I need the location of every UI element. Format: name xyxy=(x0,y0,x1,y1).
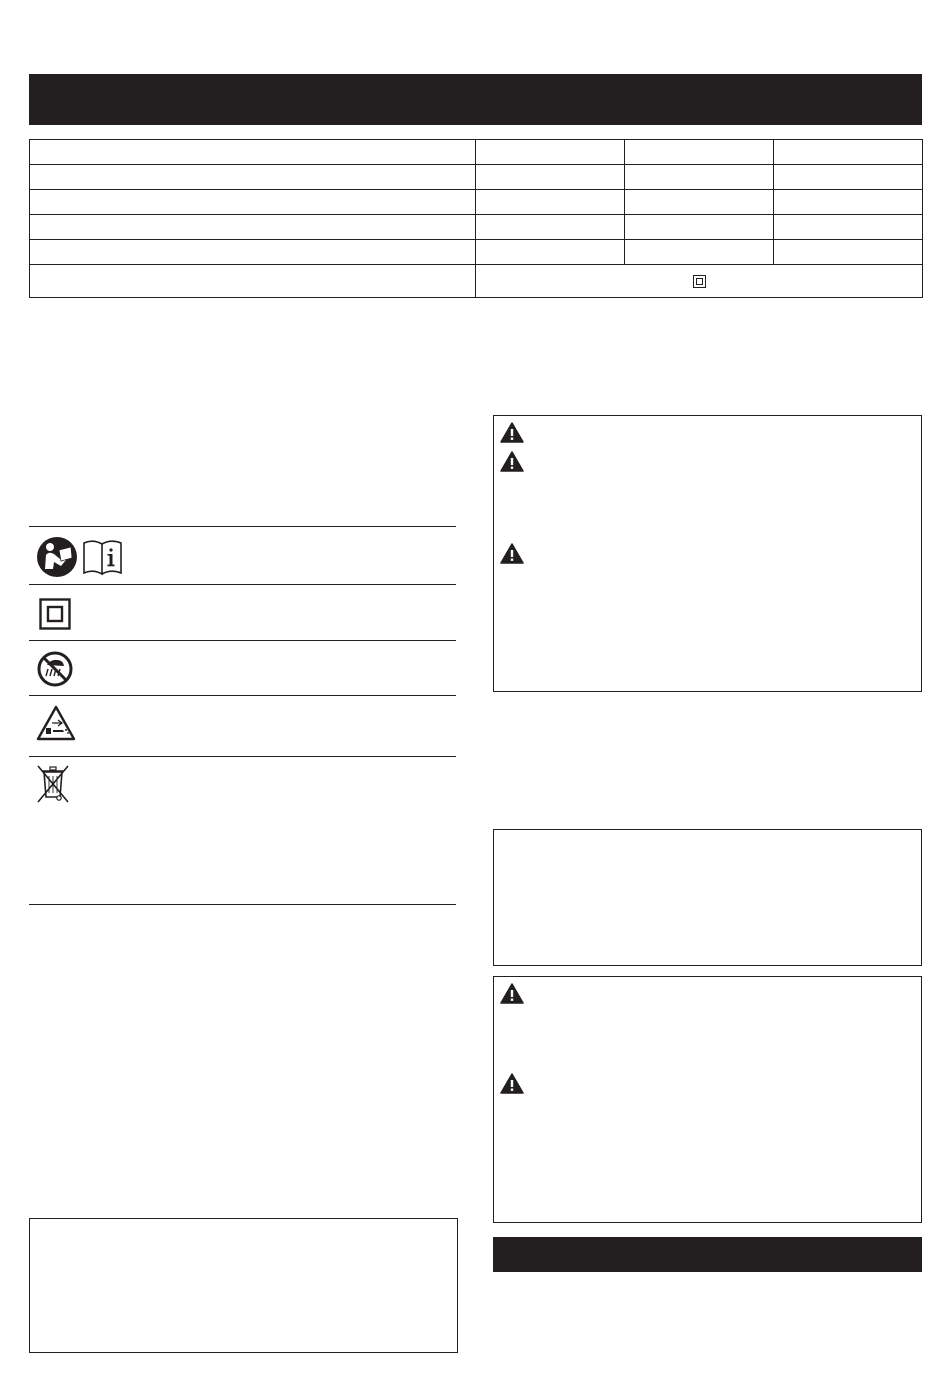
symbols-divider xyxy=(29,584,456,585)
note-box xyxy=(29,1218,458,1353)
symbols-bottom-divider xyxy=(29,904,456,905)
header-bar xyxy=(29,74,922,125)
warning-triangle-icon xyxy=(500,543,524,564)
symbols-top-divider xyxy=(29,526,456,527)
flying-objects-hazard-icon xyxy=(36,705,76,741)
symbols-divider xyxy=(29,756,456,757)
table-row xyxy=(30,215,923,240)
table-row xyxy=(30,190,923,215)
class-ii-double-insulation-icon xyxy=(693,275,706,288)
warning-box xyxy=(493,976,922,1223)
symbols-divider xyxy=(29,640,456,641)
crossed-out-wheelie-bin-icon xyxy=(36,764,70,804)
table-row xyxy=(30,140,923,165)
warning-triangle-icon xyxy=(500,983,524,1004)
warning-triangle-icon xyxy=(500,1073,524,1094)
warning-box xyxy=(493,415,922,692)
read-manual-icon xyxy=(37,536,125,578)
section-header-bar xyxy=(493,1237,922,1272)
double-insulation-icon xyxy=(39,598,71,630)
specifications-table xyxy=(29,139,923,298)
symbols-divider xyxy=(29,695,456,696)
table-row xyxy=(30,165,923,190)
table-row xyxy=(30,265,923,298)
warning-triangle-icon xyxy=(500,422,524,443)
do-not-expose-to-rain-icon xyxy=(37,651,73,687)
table-row xyxy=(30,240,923,265)
warning-triangle-icon xyxy=(500,451,524,472)
note-box xyxy=(493,829,922,966)
